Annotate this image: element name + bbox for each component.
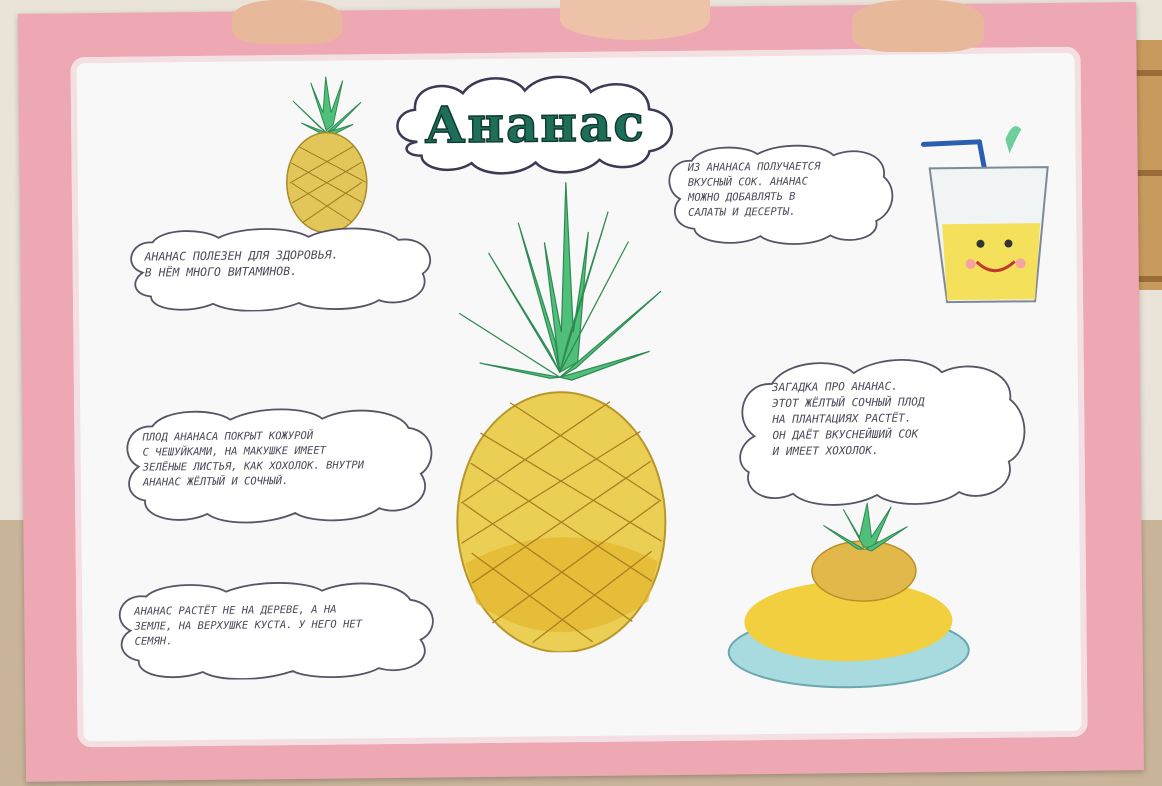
juice-glass-icon [917, 113, 1059, 310]
title-cloud [387, 69, 684, 178]
poster-title: Ананас [424, 92, 647, 155]
pineapple-large-icon [448, 181, 673, 653]
fact-text-growth: АНАНАС РАСТЁТ НЕ НА ДЕРЕВЕ, А НА ЗЕМЛЕ, НА ВЕРХУШКЕ КУСТА. У НЕГО НЕТ СЕМЯН. [134, 603, 363, 648]
pineapple-small-icon [281, 72, 373, 235]
fact-bubble-health [122, 223, 439, 312]
fact-text-appearance: ПЛОД АНАНАСА ПОКРЫТ КОЖУРОЙ С ЧЕШУЙКАМИ, НА МАКУШКЕ ИМЕЕТ ЗЕЛЁНЫЕ ЛИСТЬЯ, КАК ХОХОЛОК. ВНУТРИ АНАНАС ЖЁЛТЫЙ И СОЧНЫЙ. [142, 429, 365, 489]
pineapple-plate-icon [723, 500, 973, 693]
face-partial [560, 0, 710, 40]
fact-bubble-appearance [118, 404, 437, 527]
fact-bubble-juice [661, 141, 894, 247]
right-hand [852, 0, 984, 52]
riddle-text: ЗАГАДКА ПРО АНАНАС. ЭТОТ ЖЁЛТЫЙ СОЧНЫЙ ПЛОД НА ПЛАНТАЦИЯХ РАСТЁТ. ОН ДАЁТ ВКУСНЕЙШИЙ СОК И ИМЕЕТ ХОХОЛОК. [771, 379, 925, 458]
left-hand [232, 0, 342, 44]
fact-text-juice: ИЗ АНАНАСА ПОЛУЧАЕТСЯ ВКУСНЫЙ СОК. АНАНАС МОЖНО ДОБАВЛЯТЬ В САЛАТЫ И ДЕСЕРТЫ. [687, 160, 821, 219]
poster-paper [70, 47, 1087, 748]
riddle-bubble [732, 353, 1028, 508]
fact-bubble-growth [110, 578, 439, 681]
fact-text-health: АНАНАС ПОЛЕЗЕН ДЛЯ ЗДОРОВЬЯ. В НЁМ МНОГО ВИТАМИНОВ. [144, 247, 339, 280]
poster [18, 2, 1144, 782]
